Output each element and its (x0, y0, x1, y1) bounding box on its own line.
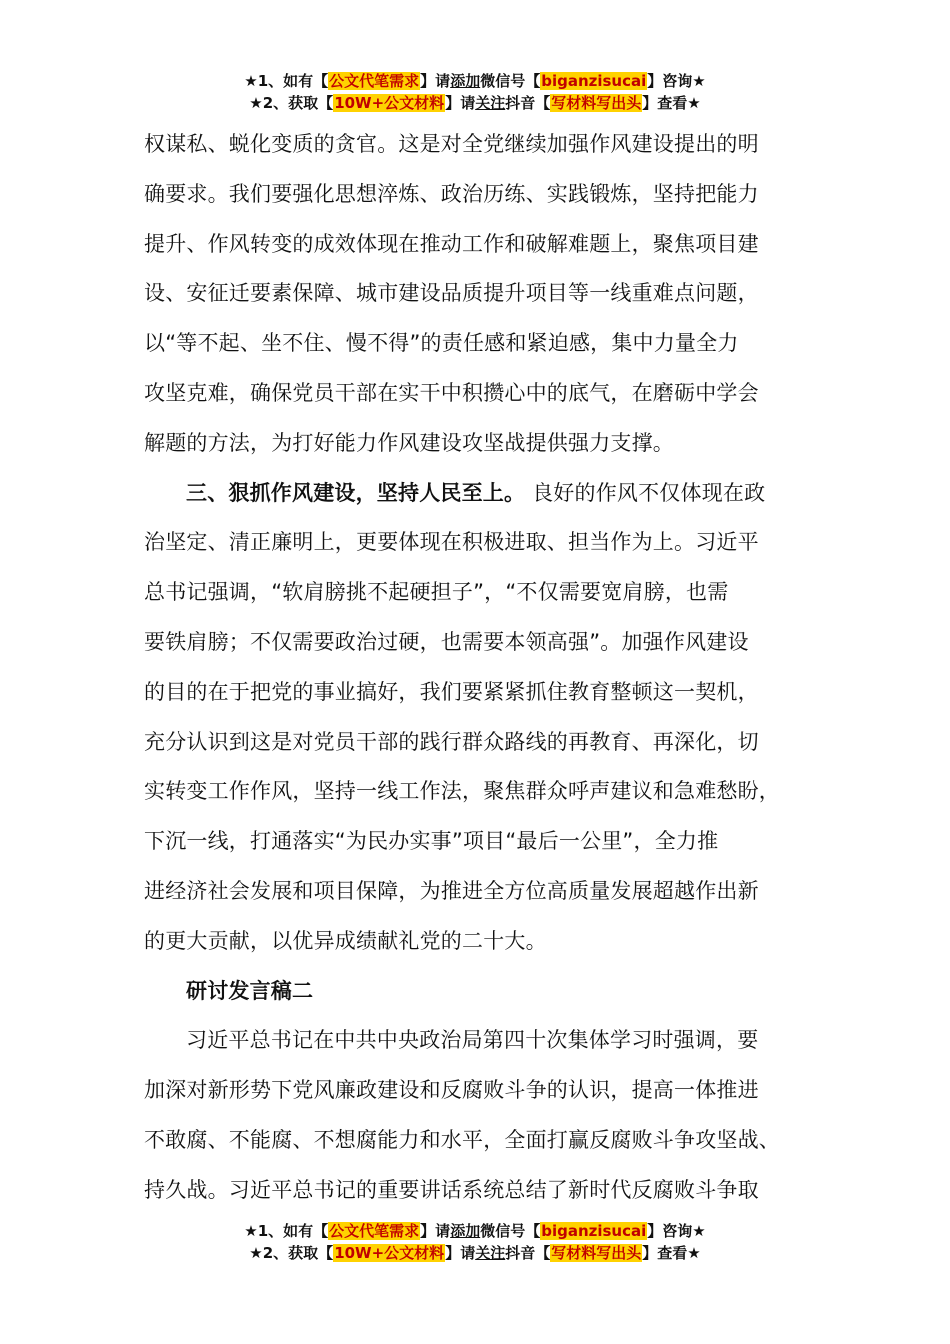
banner-text: ★2、获取【 (249, 94, 334, 112)
banner-text: 】查看★ (642, 1244, 701, 1262)
banner-text: ★1、如有【 (244, 1222, 329, 1240)
banner-text: ★1、如有【 (244, 72, 329, 90)
banner-line-2 (0, 1242, 950, 1264)
banner-line-2 (0, 92, 950, 114)
highlight-douyin-id: 写材料写出头 (551, 1244, 642, 1262)
text-line: 攻坚克难，确保党员干部在实干中积攒心中的底气，在磨砺中学会 (144, 380, 759, 405)
paragraph-section-3 (144, 469, 814, 967)
text-line: 不敢腐、不能腐、不想腐能力和水平，全面打赢反腐败斗争攻坚战、 (144, 1127, 780, 1152)
text-line: 的更大贡献，以优异成绩献礼党的二十大。 (144, 928, 547, 953)
text-line: 习近平总书记在中共中央政治局第四十次集体学习时强调，要 (186, 1028, 759, 1053)
text-line: 进经济社会发展和项目保障，为推进全方位高质量发展超越作出新 (144, 878, 759, 903)
paragraph-speech-2 (144, 1016, 814, 1215)
highlight-douyin-id: 写材料写出头 (551, 94, 642, 112)
speech-2-title: 研讨发言稿二 (186, 978, 314, 1003)
text-line: 要铁肩膀；不仅需要政治过硬，也需要本领高强”。加强作风建设 (144, 629, 749, 654)
banner-text: 微信号【 (480, 72, 541, 90)
banner-text: 】请 (420, 1222, 451, 1240)
paragraph-continued (144, 120, 814, 469)
text-line: 权谋私、蜕化变质的贪官。这是对全党继续加强作风建设提出的明 (144, 132, 759, 156)
banner-underline-text: 关注 (475, 94, 506, 112)
highlight-wechat-id: biganzisucai (541, 72, 647, 90)
text-line: 提升、作风转变的成效体现在推动工作和破解难题上，聚焦项目建 (144, 231, 759, 256)
text-line (144, 469, 814, 519)
highlight-wechat-id: biganzisucai (541, 1222, 647, 1240)
text-line: 的目的在于把党的事业搞好，我们要紧紧抓住教育整顿这一契机， (144, 679, 759, 704)
highlight-materials: 10W+公文材料 (334, 94, 445, 112)
banner-text: 】咨询★ (647, 72, 706, 90)
text-line: 持久战。习近平总书记的重要讲话系统总结了新时代反腐败斗争取 (144, 1177, 759, 1202)
banner-line-1 (0, 1220, 950, 1242)
highlight-service: 公文代笔需求 (329, 72, 420, 90)
text-line: 解题的方法，为打好能力作风建设攻坚战提供强力支撑。 (144, 430, 674, 455)
highlight-service: 公文代笔需求 (329, 1222, 420, 1240)
text-line: 加深对新形势下党风廉政建设和反腐败斗争的认识，提高一体推进 (144, 1078, 759, 1103)
text-line: 充分认识到这是对党员干部的践行群众路线的再教育、再深化，切 (144, 729, 759, 754)
banner-text: ★2、获取【 (249, 1244, 334, 1262)
banner-text: 】咨询★ (647, 1222, 706, 1240)
text-line: 以“等不起、坐不住、慢不得”的责任感和紧迫感，集中力量全力 (144, 331, 739, 356)
bottom-banner (0, 1220, 950, 1264)
banner-text: 】请 (445, 1244, 476, 1262)
banner-text: 】查看★ (642, 94, 701, 112)
banner-text: 抖音【 (505, 1244, 551, 1262)
text-line: 治坚定、清正廉明上，更要体现在积极进取、担当作为上。习近平 (144, 530, 759, 555)
text-line: 确要求。我们要强化思想淬炼、政治历练、实践锻炼，坚持把能力 (144, 181, 759, 206)
text-line: 总书记强调，“软肩膀挑不起硬担子”，“不仅需要宽肩膀，也需 (144, 580, 729, 605)
section-heading: 三、狠抓作风建设，坚持人民至上。 (186, 480, 526, 505)
banner-text: 】请 (445, 94, 476, 112)
banner-text: 抖音【 (505, 94, 551, 112)
highlight-materials: 10W+公文材料 (334, 1244, 445, 1262)
document-body (144, 120, 814, 1216)
banner-text: 】请 (420, 72, 451, 90)
banner-underline-text: 添加 (450, 1222, 481, 1240)
text-line: 设、安征迁要素保障、城市建设品质提升项目等一线重难点问题， (144, 281, 759, 306)
banner-text: 微信号【 (480, 1222, 541, 1240)
top-banner (0, 70, 950, 114)
text-run: 良好的作风不仅体现在政 (532, 480, 766, 505)
banner-line-1 (0, 70, 950, 92)
banner-underline-text: 关注 (475, 1244, 506, 1262)
banner-underline-text: 添加 (450, 72, 481, 90)
text-line: 实转变工作作风，坚持一线工作法，聚焦群众呼声建议和急难愁盼， (144, 779, 780, 804)
text-line: 下沉一线，打通落实“为民办实事”项目“最后一公里”，全力推 (144, 829, 719, 854)
